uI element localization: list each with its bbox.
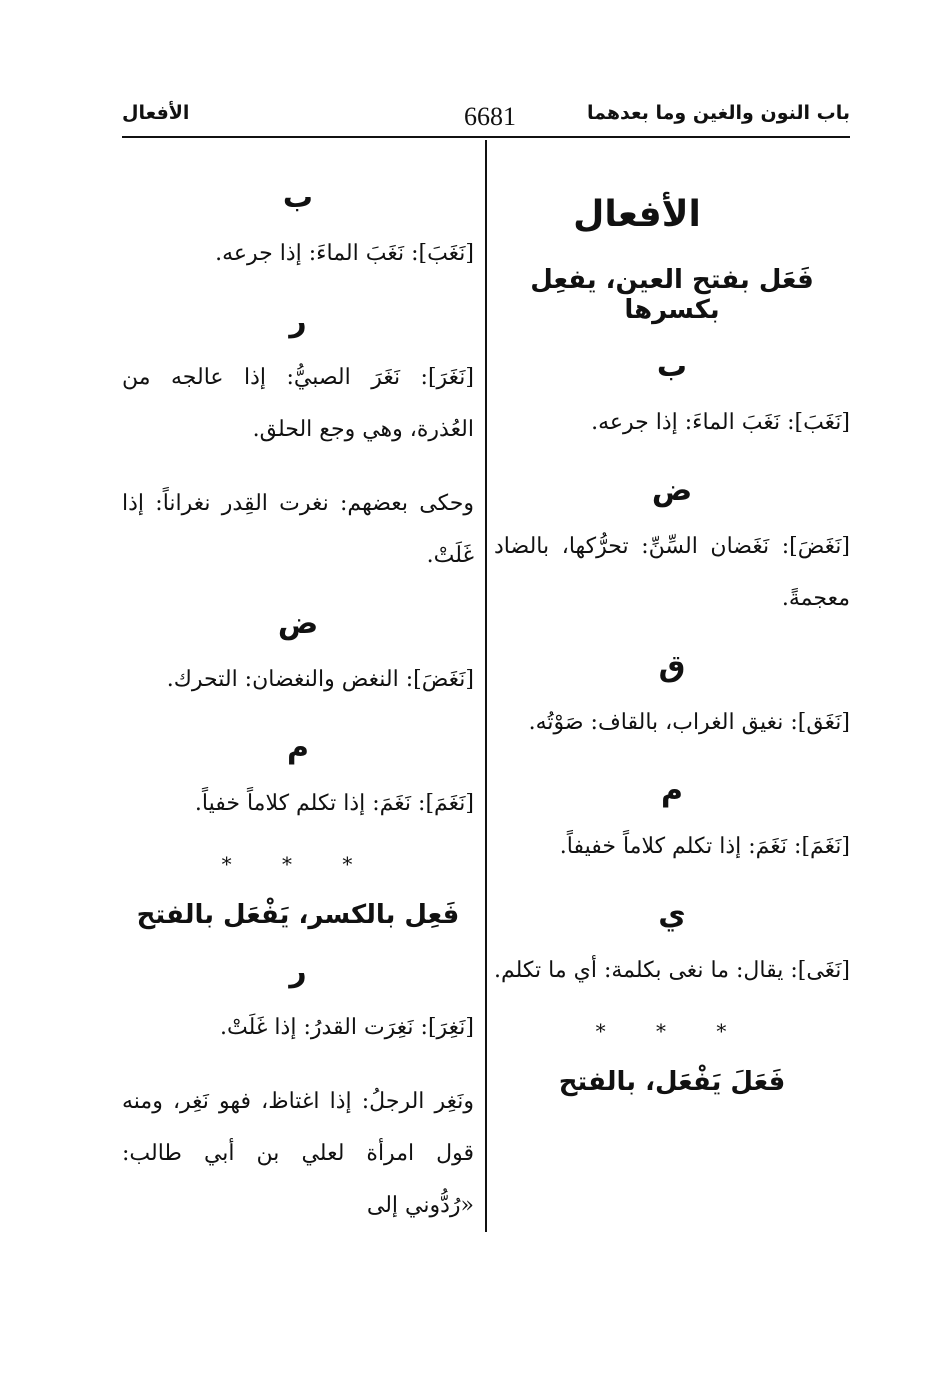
entry-naghab: [نَغَبَ]: نَغَبَ الماءَ: إذا جرعه. — [591, 410, 850, 435]
letter-heading-r: ر — [289, 954, 307, 989]
section-heading: فَعَل بفتح العين، يفعِل بكسرها — [530, 265, 814, 325]
entry-naghir: [نَغِرَ]: نَغِرَت القدرُ: إذا غَلَتْ. — [220, 1015, 474, 1040]
entry-naghad: [نَغَضَ]: النغض والنغضان: التحرك. — [166, 667, 474, 692]
header-section-title: الأفعال — [122, 102, 190, 124]
entry-nagham: [نَغَمَ]: نَغَمَ: إذا تكلم كلاماً خفيفاً. — [559, 834, 850, 859]
page-number: 6681 — [464, 102, 516, 131]
letter-heading-d: ض — [277, 606, 319, 641]
section-heading: فَعِل بالكسر، يَفْعَل بالفتح — [136, 900, 460, 930]
entry-naghaq: [نَغَق]: نغيق الغراب، بالقاف: صَوْتُه. — [528, 710, 850, 735]
letter-heading-r: ر — [289, 304, 307, 339]
entry-naghar: [نَغَرَ]: نَغَرَ الصبيُّ: إذا عالجه من العُذرة، وهي وجع الحلق. — [122, 365, 474, 442]
header-chapter-title: باب النون والغين وما بعدهما — [587, 102, 850, 124]
column-divider — [485, 140, 487, 1232]
letter-heading-y: ي — [658, 897, 686, 932]
section-heading-2: فَعَلَ يَفْعَل، بالفتح — [558, 1067, 786, 1097]
letter-heading-m: م — [661, 773, 683, 808]
chapter-heading: الأفعال — [573, 194, 701, 235]
entry-naghay: [نَغَى]: يقال: ما نغى بكلمة: أي ما تكلم. — [493, 958, 850, 983]
entry-naghir-note: ونَغِر الرجلُ: إذا اغتاظ، فهو نَغِر، ومنه قول امرأة لعلي بن أبي طالب: «رُدُّوني إلى — [122, 1089, 474, 1218]
letter-heading-q: ق — [658, 649, 686, 684]
entry-nagham: [نَغَمَ]: نَغَمَ: إذا تكلم كلاماً خفياً. — [194, 791, 474, 816]
left-column — [122, 172, 474, 1254]
letter-heading-m: م — [287, 730, 309, 765]
section-separator: * * * — [595, 1019, 749, 1043]
right-column — [494, 180, 850, 1119]
entry-naghab: [نَغَبَ]: نَغَبَ الماءَ: إذا جرعه. — [215, 241, 474, 266]
section-separator: * * * — [221, 852, 375, 876]
entry-naghad: [نَغَضَ]: نَغَضان السِّنِّ: تحرُّكها، بالضاد معجمةً. — [494, 534, 850, 611]
letter-heading-b: ب — [282, 180, 314, 215]
header-rule — [122, 136, 850, 138]
entry-naghar-note: وحكى بعضهم: نغرت القِدر نغراناً: إذا غَلَتْ. — [122, 491, 474, 568]
letter-heading-b: ب — [656, 349, 688, 384]
letter-heading-d: ض — [651, 473, 693, 508]
page-header — [122, 96, 850, 134]
